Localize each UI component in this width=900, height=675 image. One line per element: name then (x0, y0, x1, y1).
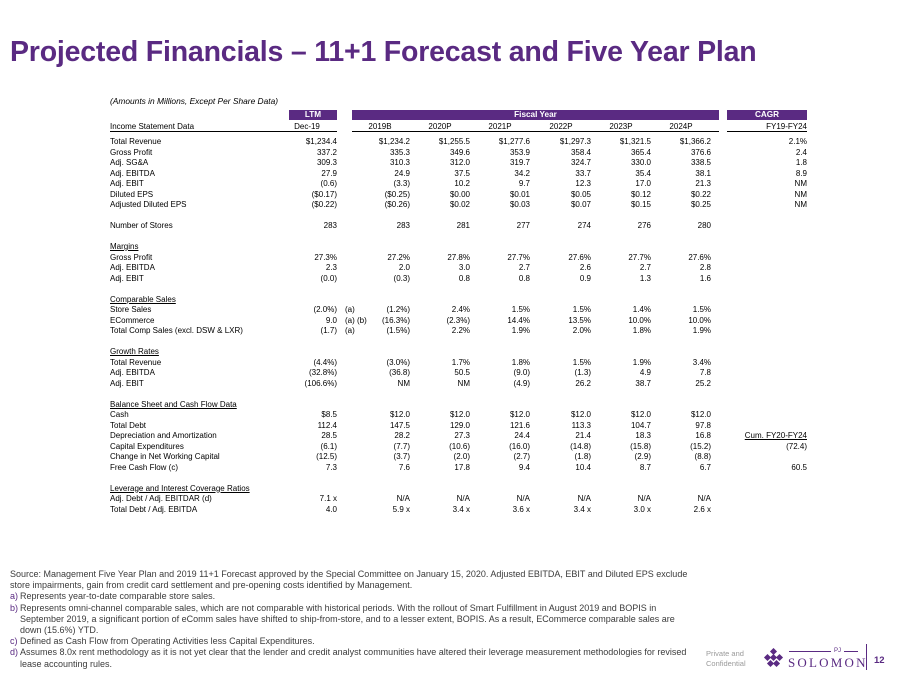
cell: 21.3 (695, 179, 711, 188)
cell: 5.9 x (392, 504, 410, 514)
cell: 2.7 (518, 263, 530, 272)
row-label: Leverage and Interest Coverage Ratios (110, 483, 250, 493)
row-label: Adj. EBITDA (110, 263, 155, 272)
cell: 7.8 (699, 368, 711, 377)
footnotes-list (10, 591, 700, 669)
cell: 335.3 (389, 147, 410, 157)
cell: 7.3 (325, 462, 337, 472)
cell: (32.8%) (308, 368, 337, 377)
cell: 7.6 (398, 462, 410, 472)
row-label: Total Revenue (110, 357, 162, 367)
table-row (0, 263, 900, 274)
cell: (4.4%) (313, 357, 337, 367)
table-row (0, 410, 900, 421)
table-row (0, 358, 900, 369)
cell: (36.8) (389, 368, 410, 377)
footnote-text: Defined as Cash Flow from Operating Activities less Capital Expenditures. (20, 636, 315, 647)
table-row (0, 431, 900, 442)
cell: $12.0 (449, 410, 470, 419)
cell: 358.4 (570, 147, 591, 157)
cell: 3.6 x (512, 504, 530, 514)
cell: NM (397, 378, 410, 388)
cell: $12.0 (690, 410, 711, 419)
section-header-row (0, 295, 900, 306)
cell: (0.0) (320, 273, 337, 283)
row-label: Depreciation and Amortization (110, 431, 217, 440)
cell: 35.4 (635, 168, 651, 178)
cell: $0.22 (690, 189, 711, 199)
cell: (4.9) (513, 378, 530, 388)
footnote (10, 591, 700, 602)
cell: $0.07 (570, 200, 591, 209)
cell: 1.7% (451, 357, 470, 367)
cell: (1.2%) (386, 305, 410, 314)
cell: 3.0 x (633, 504, 651, 514)
cell: 277 (516, 221, 530, 230)
cell: 28.2 (394, 431, 410, 440)
footnote (10, 647, 700, 669)
cell: 1.8 (795, 158, 807, 167)
cell: N/A (637, 494, 651, 503)
footnote (10, 603, 700, 637)
cagr-band: CAGR (727, 110, 807, 120)
cell: 10.0% (628, 315, 651, 325)
cell: (15.8) (630, 441, 651, 451)
footnote-ref: (a) (345, 305, 355, 314)
header-col-0: Dec-19 (294, 122, 320, 131)
cell: (0.3) (393, 273, 410, 283)
row-label: Adj. EBITDA (110, 168, 155, 178)
cell: ($0.22) (311, 200, 337, 209)
row-label: Adj. EBITDA (110, 368, 155, 377)
cell: 24.4 (514, 431, 530, 440)
section-header-row (0, 400, 900, 411)
cell: 283 (323, 221, 337, 230)
cell: 7.1 x (319, 494, 337, 503)
cell: 1.8% (511, 357, 530, 367)
cell: N/A (516, 494, 530, 503)
cell: 37.5 (454, 168, 470, 178)
cell: 97.8 (695, 420, 711, 430)
footnote-ref: (a) (345, 326, 355, 335)
cell: $12.0 (389, 410, 410, 419)
cell: (1.8) (574, 452, 591, 461)
cell: NM (794, 179, 807, 188)
table-row (0, 421, 900, 432)
footnote-mark: d) (10, 647, 19, 658)
cell: (10.6) (449, 441, 470, 451)
cell: 2.4% (451, 305, 470, 314)
table-row (0, 494, 900, 505)
source-text: Source: Management Five Year Plan and 2019 11+1 Forecast approved by the Special Committee on January 15, 2020. Adjusted EBITDA, EBIT and Diluted EPS exclude store impairments, gain from credit card settlement and pre-opening costs identified by Management. (10, 569, 688, 591)
units-note: (Amounts in Millions, Except Per Share Data) (110, 96, 279, 106)
footnote-text: Represents omni-channel comparable sales, which are not comparable with historical periods. With the rollout of Smart Fulfillment in August 2019 and BOPIS in September 2019, a significant portion of eComm sales have shifted to ship-from-store, and to a lesser extent, BOPIS. As a result, ECommerce comparable sales are down (15.6%) YTD. (20, 602, 675, 636)
cell: N/A (396, 494, 410, 503)
cell: 3.0 (458, 263, 470, 272)
row-label: Margins (110, 242, 139, 251)
table-row (0, 158, 900, 169)
row-label: Cash (110, 410, 129, 419)
cell: $1,255.5 (438, 137, 470, 146)
cell: 0.9 (579, 273, 591, 283)
cell: 2.6 x (693, 504, 711, 514)
table-row (0, 452, 900, 463)
cell: 16.8 (695, 431, 711, 440)
row-label: Total Comp Sales (excl. DSW & LXR) (110, 326, 243, 335)
cell: 349.6 (449, 147, 470, 157)
table-row (0, 221, 900, 232)
cell: (3.3) (393, 179, 410, 188)
cell: 25.2 (695, 378, 711, 388)
cell: 112.4 (317, 420, 337, 430)
cell: 2.3 (325, 263, 337, 272)
cell: 27.6% (568, 252, 591, 262)
cell: 28.5 (321, 431, 337, 440)
cell: 310.3 (389, 158, 410, 167)
cell: (2.9) (634, 452, 651, 461)
cell: 27.3% (314, 252, 337, 262)
cell: $1,234.4 (305, 137, 337, 146)
table-row (0, 368, 900, 379)
cell: 2.4 (795, 147, 807, 157)
cell: $1,297.3 (559, 137, 591, 146)
cell: $12.0 (509, 410, 530, 419)
cell: 319.7 (509, 158, 530, 167)
row-label: Total Debt / Adj. EBITDA (110, 504, 198, 514)
cell: (8.8) (694, 452, 711, 461)
cell: 27.9 (321, 168, 337, 178)
cell: $1,277.6 (498, 137, 530, 146)
cell: (2.7) (513, 452, 530, 461)
cell: ($0.25) (384, 189, 410, 199)
cell: 18.3 (635, 431, 651, 440)
row-label: Change in Net Working Capital (110, 452, 220, 461)
row-label: Number of Stores (110, 221, 173, 230)
cell: (1.3) (574, 368, 591, 377)
cell: 38.1 (695, 168, 711, 178)
header-rule-fy (352, 131, 719, 132)
cell: 0.8 (458, 273, 470, 283)
cell: Cum. FY20-FY24 (744, 431, 807, 440)
cell: 33.7 (575, 168, 591, 178)
cell: 27.2% (387, 252, 410, 262)
cell: 283 (396, 221, 410, 230)
cell: 274 (577, 221, 591, 230)
table-row (0, 179, 900, 190)
cell: (1.7) (320, 326, 337, 335)
cell: NM (794, 200, 807, 209)
cell: $0.03 (509, 200, 530, 209)
cell: (3.0%) (386, 357, 410, 367)
table-row (0, 137, 900, 148)
row-label: Growth Rates (110, 347, 159, 356)
cell: 113.3 (571, 420, 591, 430)
cell: 338.5 (690, 158, 711, 167)
row-label: Adj. EBIT (110, 179, 144, 188)
cell: 1.5% (692, 305, 711, 314)
cell: 12.3 (575, 179, 591, 188)
header-col-7: FY19-FY24 (766, 122, 807, 131)
table-row (0, 316, 900, 327)
cell: $0.05 (570, 189, 591, 199)
header-col-2: 2020P (428, 122, 452, 131)
cell: 2.0% (572, 326, 591, 335)
cell: 104.7 (630, 420, 651, 430)
cell: $1,321.5 (619, 137, 651, 146)
cell: 330.0 (630, 158, 651, 167)
cell: (1.5%) (386, 326, 410, 335)
cell: 2.1% (788, 137, 807, 146)
cell: 27.8% (447, 252, 470, 262)
cell: $12.0 (630, 410, 651, 419)
cell: 9.0 (325, 315, 337, 325)
row-label: Comparable Sales (110, 294, 176, 304)
row-label: Store Sales (110, 305, 152, 314)
row-label: Adj. Debt / Adj. EBITDAR (d) (110, 494, 212, 503)
cell: 2.8 (699, 263, 711, 272)
cell: (9.0) (513, 368, 530, 377)
cell: (0.6) (320, 179, 337, 188)
cell: 6.7 (699, 462, 711, 472)
cell: (2.3%) (446, 315, 470, 325)
cell: 8.9 (795, 168, 807, 178)
cell: 13.5% (568, 315, 591, 325)
logo-wordmark: SOLOMON (788, 655, 868, 670)
row-label: ECommerce (110, 315, 155, 325)
footnote (10, 636, 700, 647)
cell: 1.5% (572, 305, 591, 314)
table-row (0, 148, 900, 159)
row-label: Total Revenue (110, 137, 162, 146)
cell: NM (794, 189, 807, 199)
table-row (0, 253, 900, 264)
cell: 309.3 (316, 158, 337, 167)
cell: 9.4 (518, 462, 530, 472)
table-row (0, 463, 900, 474)
row-label: Adj. SG&A (110, 158, 149, 167)
cell: (2.0) (453, 452, 470, 461)
cell: 1.5% (511, 305, 530, 314)
table-row (0, 190, 900, 201)
cell: $0.15 (630, 200, 651, 209)
cell: (7.7) (393, 441, 410, 451)
table-row (0, 169, 900, 180)
cell: (72.4) (786, 441, 807, 451)
header-col-3: 2021P (488, 122, 512, 131)
cell: 4.0 (325, 504, 337, 514)
cell: 280 (697, 221, 711, 230)
header-col-5: 2023P (609, 122, 633, 131)
cell: $8.5 (321, 410, 337, 419)
cell: $1,234.2 (378, 137, 410, 146)
cell: 50.5 (454, 368, 470, 377)
cell: (14.8) (570, 441, 591, 451)
row-label: Total Debt (110, 420, 147, 430)
cell: 8.7 (639, 462, 651, 472)
cell: $0.00 (449, 189, 470, 199)
cell: 2.2% (451, 326, 470, 335)
footnote-text: Assumes 8.0x rent methodology as it is not yet clear that the lender and credit analyst communities have altered their leverage measurement methodologies for revised lease accounting rules. (20, 647, 687, 669)
cell: 38.7 (635, 378, 651, 388)
table-row (0, 305, 900, 316)
logo-pj-mark: PJ (834, 648, 842, 654)
cell: 21.4 (575, 431, 591, 440)
cell: 27.3 (454, 431, 470, 440)
footnote-mark: b) (10, 602, 19, 613)
cell: 281 (456, 221, 470, 230)
footnote-text: Represents year-to-date comparable store sales. (20, 591, 216, 602)
cell: (16.0) (509, 441, 530, 451)
cell: 121.6 (509, 420, 530, 430)
table-row (0, 200, 900, 211)
table-row (0, 442, 900, 453)
cell: 1.9% (632, 357, 651, 367)
cell: 34.2 (514, 168, 530, 178)
cell: (106.6%) (304, 378, 337, 388)
cell: 3.4 x (452, 504, 470, 514)
cell: $12.0 (570, 410, 591, 419)
header-col-6: 2024P (669, 122, 693, 131)
cell: N/A (577, 494, 591, 503)
footer-divider (866, 644, 867, 670)
cell: $0.25 (690, 200, 711, 209)
row-label: Adj. EBIT (110, 273, 144, 283)
cell: 1.6 (699, 273, 711, 283)
row-label: Adjusted Diluted EPS (110, 200, 187, 209)
row-label: Diluted EPS (110, 189, 154, 199)
footnote-mark: a) (10, 591, 19, 602)
cell: (3.7) (393, 452, 410, 461)
cell: ($0.17) (311, 189, 337, 199)
section-header-row (0, 242, 900, 253)
ltm-band: LTM (289, 110, 337, 120)
cell: (2.0%) (313, 305, 337, 314)
section-header-row (0, 347, 900, 358)
section-header-row (0, 484, 900, 495)
cell: 2.0 (398, 263, 410, 272)
cell: 24.9 (394, 168, 410, 178)
row-label: Gross Profit (110, 147, 153, 157)
footnote-ref: (a) (b) (345, 315, 367, 325)
source-notes (10, 569, 700, 670)
cell: 129.0 (449, 420, 470, 430)
cell: 276 (637, 221, 651, 230)
cell: 4.9 (639, 368, 651, 377)
cell: 2.7 (639, 263, 651, 272)
table-row (0, 274, 900, 285)
header-label: Income Statement Data (110, 122, 195, 131)
row-label: Capital Expenditures (110, 441, 184, 451)
logo-rule-left (789, 651, 831, 652)
page-number: 12 (874, 655, 885, 666)
cell: 312.0 (449, 158, 470, 167)
cell: 26.2 (575, 378, 591, 388)
cell: 9.7 (518, 179, 530, 188)
cell: 14.4% (507, 315, 530, 325)
row-label: Adj. EBIT (110, 378, 144, 388)
footnote-mark: c) (10, 636, 18, 647)
cell: 376.6 (690, 147, 711, 157)
cell: (6.1) (320, 441, 337, 451)
cell: 27.7% (628, 252, 651, 262)
cell: (16.3%) (381, 315, 410, 325)
cell: 3.4 x (573, 504, 591, 514)
header-rule-ltm (110, 131, 337, 132)
cell: N/A (456, 494, 470, 503)
row-label: Free Cash Flow (c) (110, 462, 179, 472)
cell: 10.2 (454, 179, 470, 188)
cell: 3.4% (692, 357, 711, 367)
cell: (12.5) (316, 452, 337, 461)
cell: 0.8 (518, 273, 530, 283)
cell: ($0.26) (384, 200, 410, 209)
cell: 60.5 (791, 462, 807, 472)
cell: 10.0% (688, 315, 711, 325)
cell: 353.9 (509, 147, 530, 157)
header-col-4: 2022P (549, 122, 573, 131)
fiscal-year-band: Fiscal Year (352, 110, 719, 120)
cell: 324.7 (570, 158, 591, 167)
table-row (0, 505, 900, 516)
cell: $0.12 (630, 189, 651, 199)
cell: NM (457, 378, 470, 388)
cell: 2.6 (579, 263, 591, 272)
logo-rule-right (844, 651, 858, 652)
cell: 1.9% (692, 326, 711, 335)
cell: 365.4 (630, 147, 651, 157)
cell: N/A (697, 494, 711, 503)
page-title: Projected Financials – 11+1 Forecast and Five Year Plan (10, 36, 757, 68)
solomon-diamond-logo-icon (762, 648, 784, 670)
cell: 1.9% (511, 326, 530, 335)
cell: 337.2 (316, 147, 337, 157)
cell: 27.7% (507, 252, 530, 262)
cell: 1.5% (572, 357, 591, 367)
cell: 10.4 (575, 462, 591, 472)
table-row (0, 379, 900, 390)
cell: $0.01 (509, 189, 530, 199)
cell: (15.2) (690, 441, 711, 451)
cell: 1.3 (639, 273, 651, 283)
cell: 1.8% (632, 326, 651, 335)
cell: $0.02 (449, 200, 470, 209)
cell: 17.8 (454, 462, 470, 472)
table-row (0, 326, 900, 337)
cell: 27.6% (688, 252, 711, 262)
cell: $1,366.2 (679, 137, 711, 146)
header-col-1: 2019B (368, 122, 392, 131)
cell: 17.0 (635, 179, 651, 188)
confidentiality-label: Private and Confidential (706, 649, 746, 668)
cell: 147.5 (389, 420, 410, 430)
cell: 1.4% (632, 305, 651, 314)
row-label: Gross Profit (110, 252, 153, 262)
row-label: Balance Sheet and Cash Flow Data (110, 399, 237, 409)
header-rule-cagr (727, 131, 807, 132)
